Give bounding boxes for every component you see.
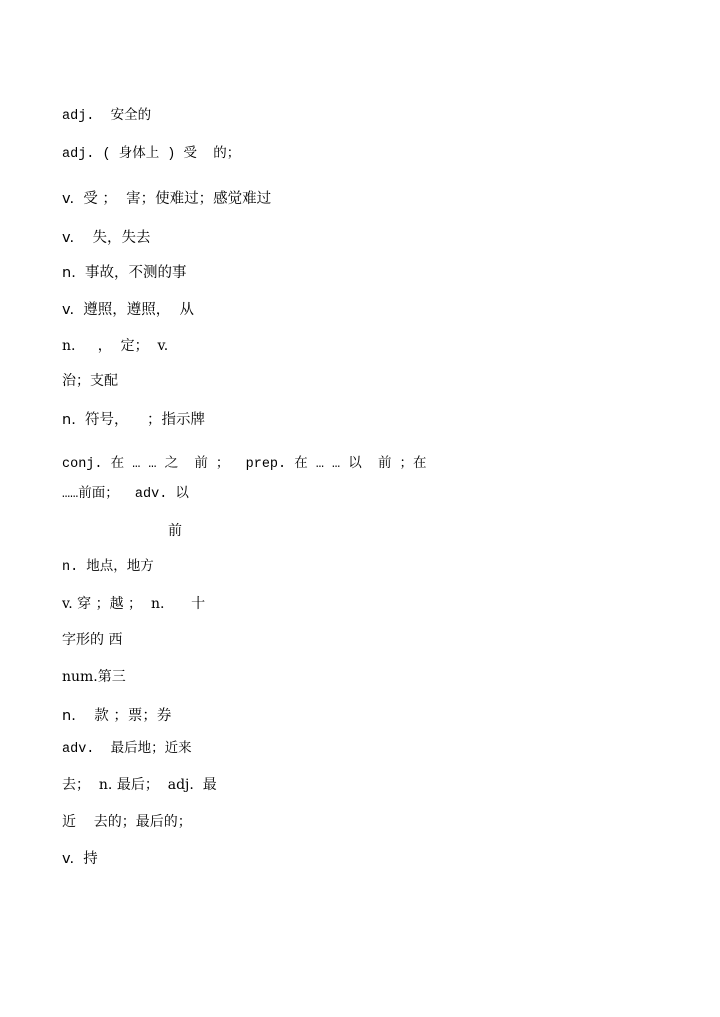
text-line: ……前面； adv. 以 — [62, 487, 189, 502]
text-line: 近 去的；最后的； — [62, 814, 192, 830]
text-line: 治；支配 — [62, 373, 118, 389]
text-line: n. 地点，地方 — [62, 560, 154, 575]
text-line: n. 符号， ；指示牌 — [62, 412, 205, 428]
text-line: n. 事故，不测的事 — [62, 265, 187, 281]
text-line: conj. 在 … … 之 前 ； prep. 在 … … 以 前 ；在 — [62, 457, 427, 472]
text-line: n. 款 ；票；券 — [62, 708, 172, 724]
text-line: adv. 最后地；近来 — [62, 742, 192, 757]
text-line: v. 穿 ；越 ； n. 十 — [62, 596, 206, 612]
text-line: v. 持 — [62, 851, 98, 867]
text-line: v. 遵照，遵照， 从 — [62, 302, 195, 318]
text-line: adj. ( 身体上 ) 受 的； — [62, 147, 241, 162]
text-line: n. ， 定； v. — [62, 338, 169, 354]
text-line: 去； n. 最后； adj. 最 — [62, 777, 217, 793]
text-line: v. 受 ； 害；使难过；感觉难过 — [62, 191, 272, 207]
text-line: 前 — [168, 523, 182, 539]
text-line: 字形的 西 — [62, 632, 123, 648]
text-line: v. 失，失去 — [62, 230, 151, 246]
text-line: num.第三 — [62, 669, 126, 685]
text-line: adj. 安全的 — [62, 109, 152, 124]
